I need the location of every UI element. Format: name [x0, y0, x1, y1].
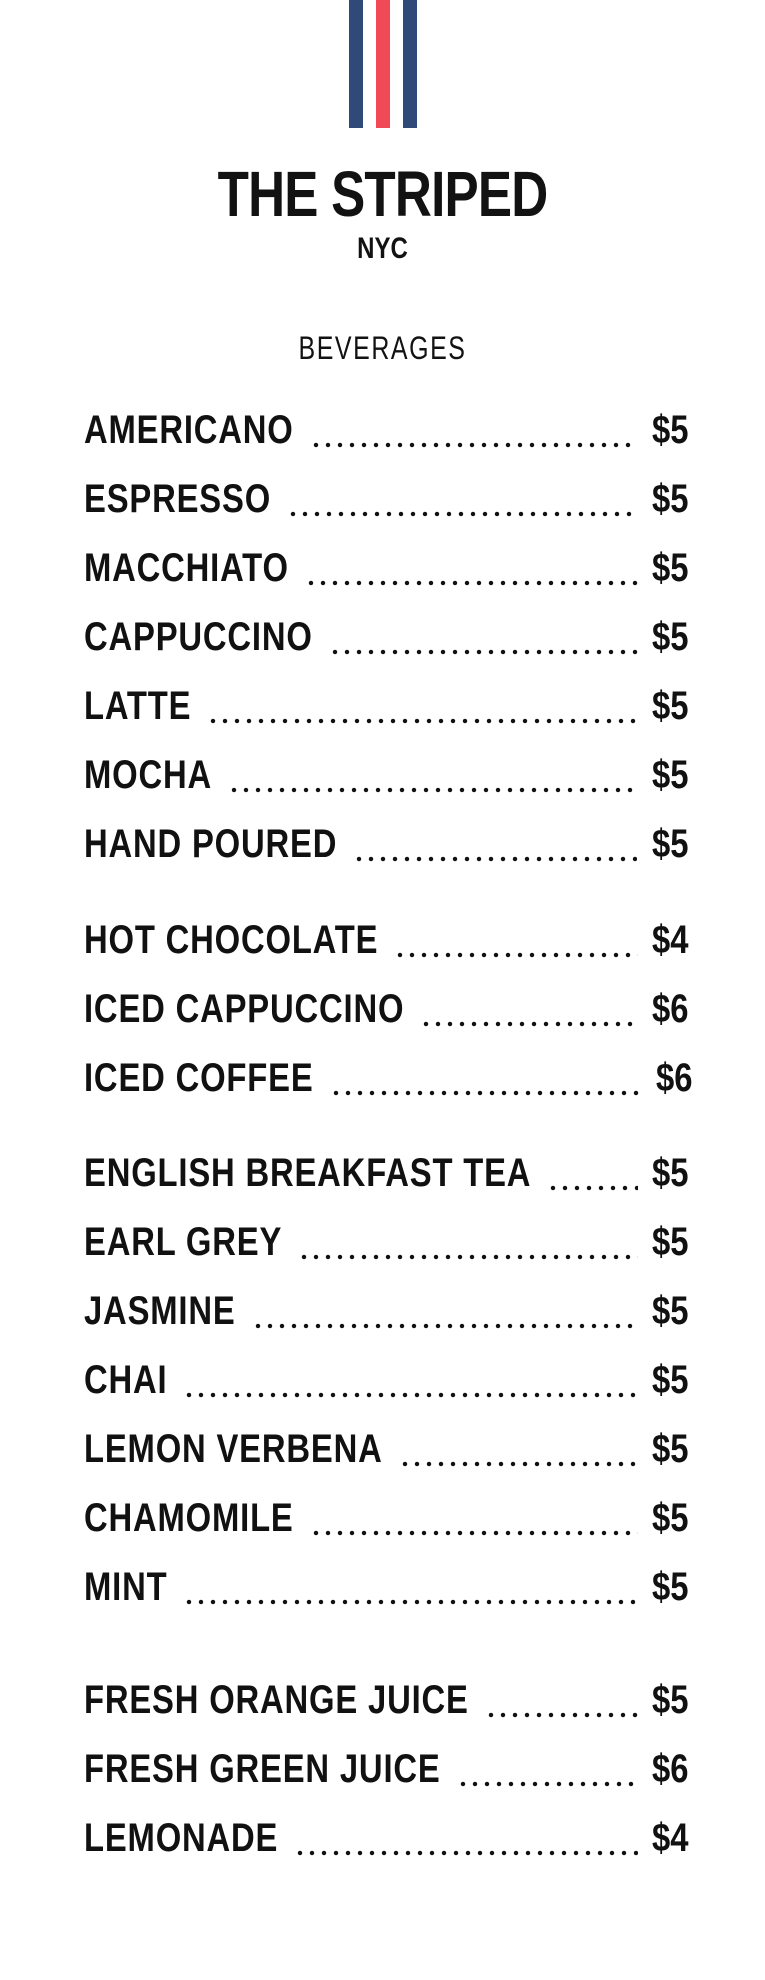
menu-item-row: [84, 540, 688, 596]
brand-title: THE STRIPED: [217, 158, 548, 230]
dot-leader: [329, 609, 638, 665]
menu-item-row: [84, 1050, 692, 1106]
menu-item-name: CHAI: [84, 1358, 168, 1402]
brand-location: NYC: [357, 232, 408, 265]
menu-item-row: [84, 1672, 688, 1728]
menu-item-price: $5: [651, 477, 688, 521]
menu-item-price: $5: [651, 1289, 688, 1333]
dot-leader: [183, 1352, 637, 1408]
dot-leader: [420, 981, 637, 1037]
menu-item-price: $5: [651, 615, 688, 659]
menu-item-price: $5: [651, 1496, 688, 1540]
logo-stripe-blue-right: [403, 0, 417, 128]
menu-item-price: $5: [651, 1151, 688, 1195]
menu-item-row: [84, 981, 688, 1037]
menu-item-row: [84, 1214, 688, 1270]
menu-item-name: CHAMOMILE: [84, 1496, 294, 1540]
menu-item-price: $4: [651, 918, 688, 962]
dot-leader: [547, 1145, 637, 1201]
menu-item-row: [84, 1283, 688, 1339]
menu-item-name: LEMON VERBENA: [84, 1427, 383, 1471]
menu-item-name: HAND POURED: [84, 822, 338, 866]
menu-item-price: $5: [651, 1220, 688, 1264]
menu-item-row: [84, 747, 688, 803]
menu-item-price: $5: [651, 1427, 688, 1471]
menu-item-price: $5: [651, 408, 688, 452]
dot-leader: [305, 540, 638, 596]
menu-item-price: $5: [651, 1678, 688, 1722]
dot-leader: [207, 678, 637, 734]
menu-item-price: $5: [651, 822, 688, 866]
menu-item-price: $6: [655, 1056, 692, 1100]
menu-item-row: [84, 1810, 688, 1866]
dot-leader: [330, 1050, 642, 1106]
dot-leader: [294, 1810, 637, 1866]
menu-item-name: MINT: [84, 1565, 168, 1609]
section-title: BEVERAGES: [298, 330, 467, 366]
menu-item-row: [84, 1559, 688, 1615]
dot-leader: [287, 471, 637, 527]
dot-leader: [310, 1490, 638, 1546]
dot-leader: [228, 747, 638, 803]
menu-item-price: $6: [651, 1747, 688, 1791]
menu-item-price: $5: [651, 684, 688, 728]
striped-logo: [349, 0, 417, 128]
menu-item-price: $5: [651, 546, 688, 590]
dot-leader: [457, 1741, 638, 1797]
dot-leader: [485, 1672, 638, 1728]
menu-item-row: [84, 1145, 688, 1201]
menu-item-row: [84, 402, 688, 458]
menu-item-name: LEMONADE: [84, 1816, 279, 1860]
menu-item-name: LATTE: [84, 684, 192, 728]
menu-item-price: $6: [651, 987, 688, 1031]
menu-item-name: MOCHA: [84, 753, 212, 797]
menu-item-name: FRESH ORANGE JUICE: [84, 1678, 469, 1722]
menu-item-row: [84, 816, 688, 872]
dot-leader: [183, 1559, 637, 1615]
menu-item-name: JASMINE: [84, 1289, 236, 1333]
menu-item-name: ENGLISH BREAKFAST TEA: [84, 1151, 532, 1195]
dot-leader: [353, 816, 637, 872]
menu-item-name: ICED COFFEE: [84, 1056, 314, 1100]
menu-item-price: $5: [651, 753, 688, 797]
menu-item-name: AMERICANO: [84, 408, 294, 452]
menu-item-price: $5: [651, 1358, 688, 1402]
menu-item-row: [84, 678, 688, 734]
logo-stripe-blue-left: [349, 0, 363, 128]
menu-item-price: $4: [651, 1816, 688, 1860]
menu-item-name: HOT CHOCOLATE: [84, 918, 379, 962]
dot-leader: [252, 1283, 638, 1339]
menu-item-name: ESPRESSO: [84, 477, 272, 521]
menu-item-row: [84, 1352, 688, 1408]
dot-leader: [394, 912, 637, 968]
dot-leader: [298, 1214, 637, 1270]
dot-leader: [310, 402, 638, 458]
menu-item-name: CAPPUCCINO: [84, 615, 313, 659]
menu-item-name: MACCHIATO: [84, 546, 289, 590]
dot-leader: [399, 1421, 638, 1477]
menu-item-row: [84, 609, 688, 665]
menu-item-row: [84, 1741, 688, 1797]
menu-item-name: EARL GREY: [84, 1220, 283, 1264]
menu-item-row: [84, 1490, 688, 1546]
menu-item-name: FRESH GREEN JUICE: [84, 1747, 441, 1791]
menu-item-price: $5: [651, 1565, 688, 1609]
menu-item-row: [84, 471, 688, 527]
logo-stripe-red: [376, 0, 390, 128]
menu-item-row: [84, 1421, 688, 1477]
menu-item-name: ICED CAPPUCCINO: [84, 987, 405, 1031]
menu-item-row: [84, 912, 688, 968]
